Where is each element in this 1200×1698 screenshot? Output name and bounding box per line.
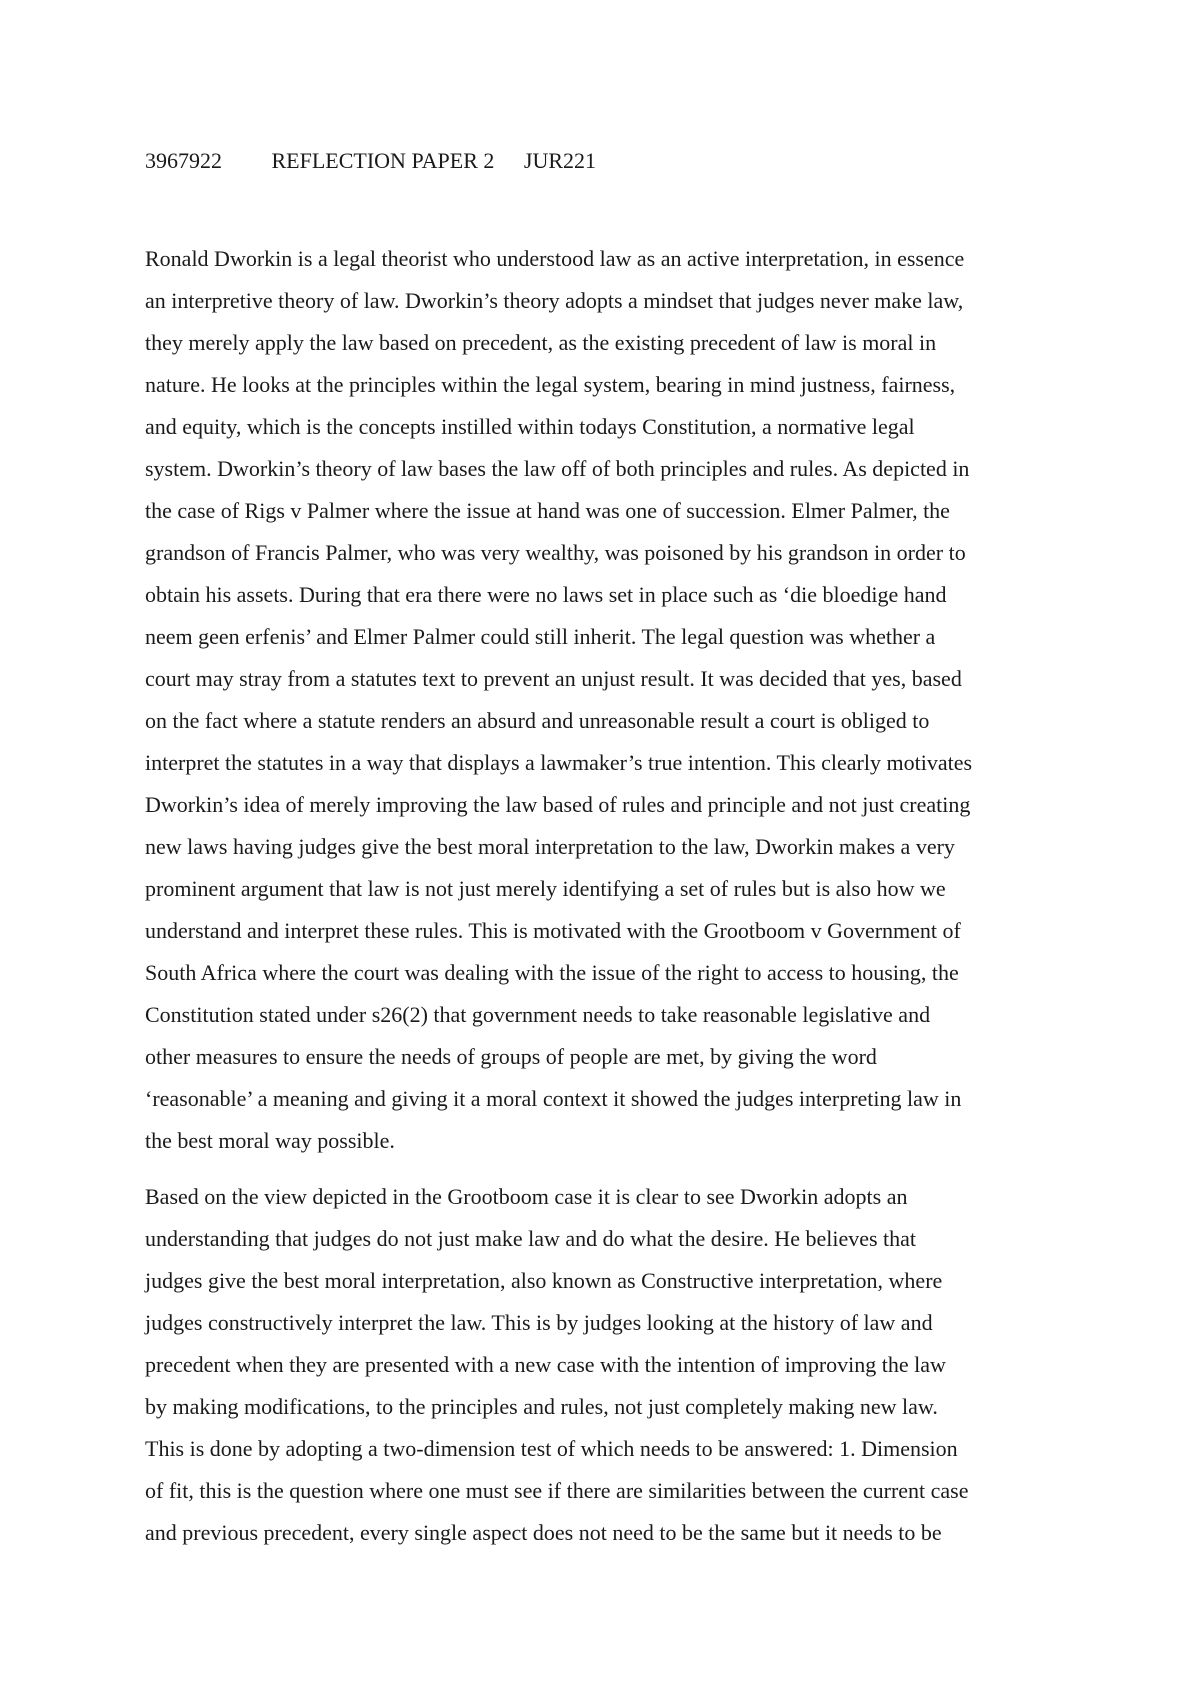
text-line: nature. He looks at the principles within the legal system, bearing in mind justness, fairness, [145, 372, 956, 397]
text-line: they merely apply the law based on precedent, as the existing precedent of law is moral in [145, 330, 937, 355]
text-line: Ronald Dworkin is a legal theorist who understood law as an active interpretation, in essence [145, 246, 965, 271]
document-body [145, 238, 972, 1554]
text-line: and previous precedent, every single aspect does not need to be the same but it needs to be [145, 1520, 942, 1545]
paragraph [145, 1176, 972, 1554]
course-code: JUR221 [523, 148, 597, 173]
text-line: system. Dworkin’s theory of law bases the law off of both principles and rules. As depicted in [145, 456, 970, 481]
text-line: interpret the statutes in a way that displays a lawmaker’s true intention. This clearly motivates [145, 750, 973, 775]
text-line: prominent argument that law is not just merely identifying a set of rules but is also how we [145, 876, 946, 901]
text-line: of fit, this is the question where one must see if there are similarities between the current case [145, 1478, 969, 1503]
text-line: by making modifications, to the principles and rules, not just completely making new law. [145, 1394, 938, 1419]
text-line: Based on the view depicted in the Grootboom case it is clear to see Dworkin adopts an [145, 1184, 908, 1209]
text-line: This is done by adopting a two-dimension test of which needs to be answered: 1. Dimension [145, 1436, 958, 1461]
text-line: obtain his assets. During that era there were no laws set in place such as ‘die bloedige hand [145, 582, 947, 607]
text-line: understand and interpret these rules. This is motivated with the Grootboom v Government of [145, 918, 961, 943]
text-line: ‘reasonable’ a meaning and giving it a moral context it showed the judges interpreting law in [145, 1086, 962, 1111]
text-line: Dworkin’s idea of merely improving the law based of rules and principle and not just creating [145, 792, 971, 817]
student-number: 3967922 [145, 148, 222, 173]
text-line: court may stray from a statutes text to prevent an unjust result. It was decided that yes, based [145, 666, 962, 691]
text-line: judges constructively interpret the law. This is by judges looking at the history of law and [145, 1310, 933, 1335]
text-line: neem geen erfenis’ and Elmer Palmer could still inherit. The legal question was whether a [145, 624, 936, 649]
text-line: Constitution stated under s26(2) that government needs to take reasonable legislative and [145, 1002, 931, 1027]
paragraph [145, 238, 972, 1162]
paper-title: REFLECTION PAPER 2 [271, 148, 495, 173]
text-line: new laws having judges give the best moral interpretation to the law, Dworkin makes a very [145, 834, 955, 859]
text-line: South Africa where the court was dealing with the issue of the right to access to housing, the [145, 960, 959, 985]
text-line: understanding that judges do not just make law and do what the desire. He believes that [145, 1226, 917, 1251]
text-line: other measures to ensure the needs of groups of people are met, by giving the word [145, 1044, 877, 1069]
text-line: the case of Rigs v Palmer where the issue at hand was one of succession. Elmer Palmer, the [145, 498, 950, 523]
text-line: judges give the best moral interpretation, also known as Constructive interpretation, where [145, 1268, 943, 1293]
document-header [145, 148, 596, 174]
text-line: the best moral way possible. [145, 1128, 395, 1153]
text-line: on the fact where a statute renders an absurd and unreasonable result a court is obliged to [145, 708, 930, 733]
text-line: an interpretive theory of law. Dworkin’s theory adopts a mindset that judges never make law, [145, 288, 964, 313]
text-line: grandson of Francis Palmer, who was very wealthy, was poisoned by his grandson in order to [145, 540, 966, 565]
text-line: and equity, which is the concepts instilled within todays Constitution, a normative legal [145, 414, 915, 439]
text-line: precedent when they are presented with a new case with the intention of improving the law [145, 1352, 946, 1377]
